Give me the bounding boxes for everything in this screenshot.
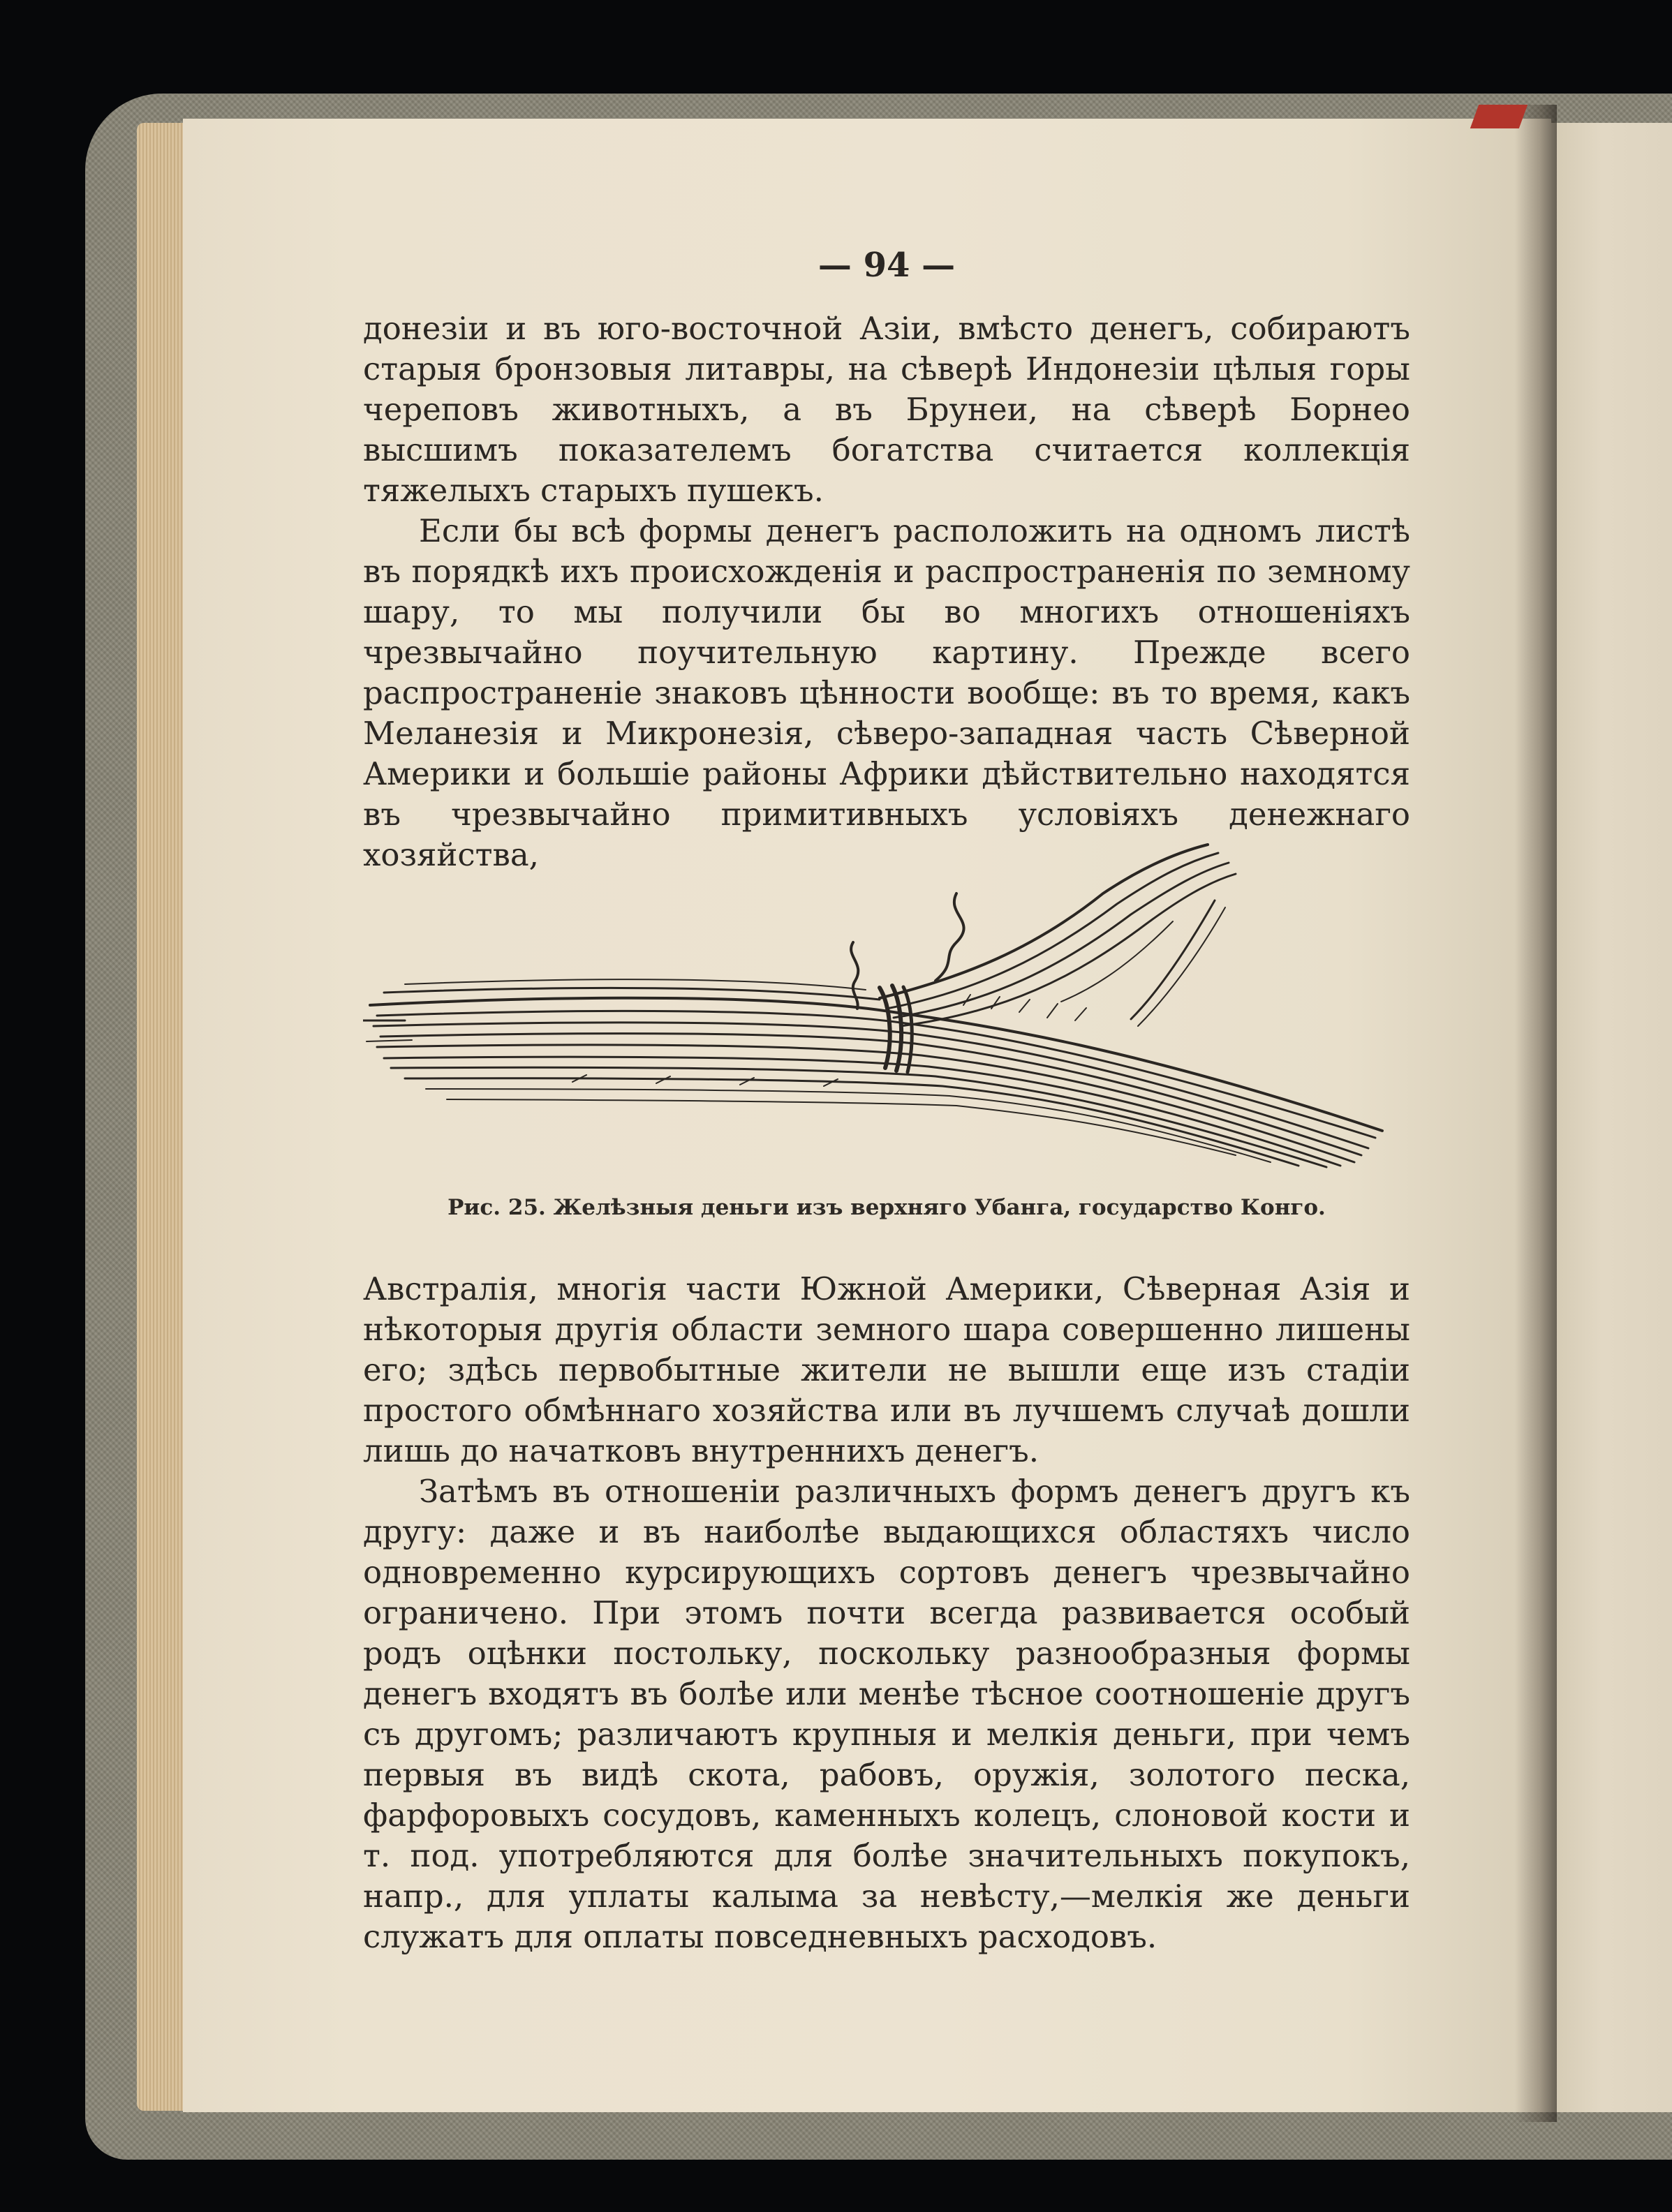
paragraph: Затѣмъ въ отношеніи различныхъ формъ денегъ другъ къ другу: даже и въ наиболѣе выдающихся областяхъ число одновременно курсирующихъ сортовъ денегъ чрезвычайно ограничено. При этомъ почти всегда развивается особый родъ оцѣнки постольку, поскольку разнообразныя формы денегъ входятъ въ болѣе или менѣе тѣсное соотношеніе другъ съ другомъ; различаютъ крупныя и мелкія деньги, при чемъ первыя въ видѣ скота, рабовъ, оружія, золотого песка, фарфоровыхъ сосудовъ, каменныхъ колецъ, слоновой кости и т. под. употребляются для болѣе значительныхъ покупокъ, напр., для уплаты калыма за невѣсту,—мелкія же деньги служатъ для оплаты повседневныхъ расходовъ. — [363, 1473, 1410, 1955]
figure-caption: Рис. 25. Желѣзныя деньги изъ верхняго Убанга, государство Конго. — [447, 1195, 1326, 1220]
page-gutter — [1515, 105, 1557, 2122]
bookmark-ribbon — [1470, 105, 1527, 128]
text-block-bottom — [363, 1269, 1410, 1957]
next-page-edge — [1546, 123, 1672, 2112]
page-number: — 94 — — [817, 246, 956, 285]
text-block-top — [363, 309, 1410, 875]
iron-money-illustration — [363, 838, 1403, 1180]
paragraph: Если бы всѣ формы денегъ расположить на одномъ листѣ въ порядкѣ ихъ происхожденія и распространенія по земному шару, то мы получили бы во многихъ отношеніяхъ чрезвычайно поучительную картину. Прежде всего распространеніе знаковъ цѣнности вообще: въ то время, какъ Меланезія и Микронезія, сѣверо-западная часть Сѣверной Америки и большіе районы Африки дѣйствительно находятся въ чрезвычайно примитивныхъ условіяхъ денежнаго хозяйства, — [363, 512, 1410, 873]
paragraph: донезіи и въ юго-восточной Азіи, вмѣсто денегъ, собираютъ старыя бронзовыя литавры, на сѣверѣ Индонезіи цѣлыя горы череповъ животныхъ, а въ Брунеи, на сѣверѣ Борнео высшимъ показателемъ богатства считается коллекція тяжелыхъ старыхъ пушекъ. — [363, 310, 1410, 509]
paragraph: Австралія, многія части Южной Америки, Сѣверная Азія и нѣкоторыя другія области земного шара совершенно лишены его; здѣсь первобытные жители не вышли еще изъ стадіи простого обмѣннаго хозяйства или въ лучшемъ случаѣ дошли лишь до начатковъ внутреннихъ денегъ. — [363, 1270, 1410, 1469]
